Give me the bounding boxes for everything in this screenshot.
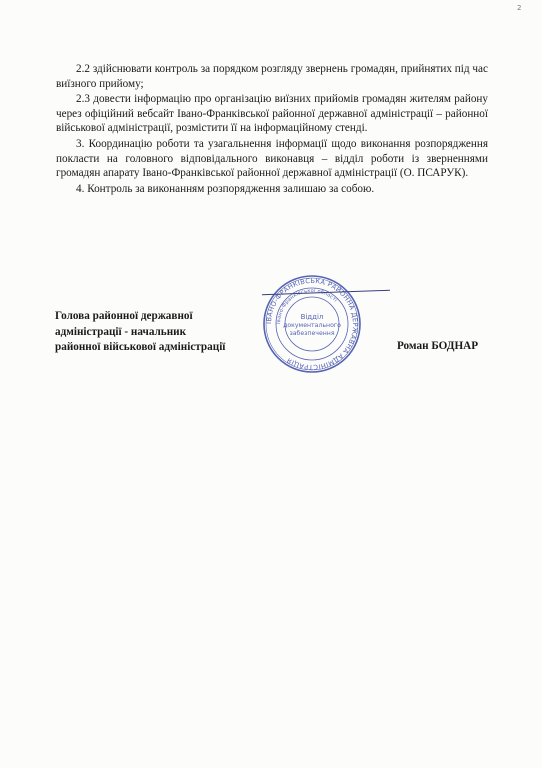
- signatory-title-line-3: районної військової адміністрації: [55, 341, 226, 353]
- paragraph-3: 3. Координацію роботи та узагальнення інформації щодо виконання розпорядження покласти на головного відповідального виконавця – відділ роботи із зверненнями громадян апарату Івано-Франківської районної державної адміністрації (О. ПСАРУК).: [56, 137, 488, 180]
- signatory-title: [55, 309, 225, 356]
- official-stamp: [262, 274, 362, 374]
- paragraph-2-2: 2.2 здійснювати контроль за порядком розгляду звернень громадян, прийнятих під час виїзного прийому;: [56, 63, 488, 90]
- document-body: [56, 62, 488, 197]
- stamp-center-line-3: забезпечення: [289, 330, 335, 337]
- paragraph-4: 4. Контроль за виконанням розпорядження залишаю за собою.: [76, 182, 375, 195]
- stamp-center-line-2: документального: [283, 322, 341, 329]
- signatory-name: Роман БОДНАР: [397, 340, 479, 352]
- signatory-title-line-2: адміністрації - начальник: [55, 325, 187, 338]
- stamp-ring-text: ІВАНО-ФРАНКІВСЬКА РАЙОННА ДЕРЖАВНА АДМІНІСТРАЦІЯ: [264, 276, 360, 372]
- paragraph-2-3: 2.3 довести інформацію про організацію виїзних прийомів громадян жителям району через офіційний вебсайт Івано-Франківської районної державної адміністрації – районної військової адміністрації, розмістити її на інформаційному стенді.: [56, 93, 488, 135]
- stamp-inner-ring-text: Івано-Франківської області: [275, 287, 339, 325]
- stamp-seal-graphic: [262, 274, 362, 374]
- stamp-center-line-1: Відділ: [300, 313, 324, 321]
- signatory-title-line-1: Голова районної державної: [55, 310, 193, 322]
- page-number: 2: [517, 4, 522, 12]
